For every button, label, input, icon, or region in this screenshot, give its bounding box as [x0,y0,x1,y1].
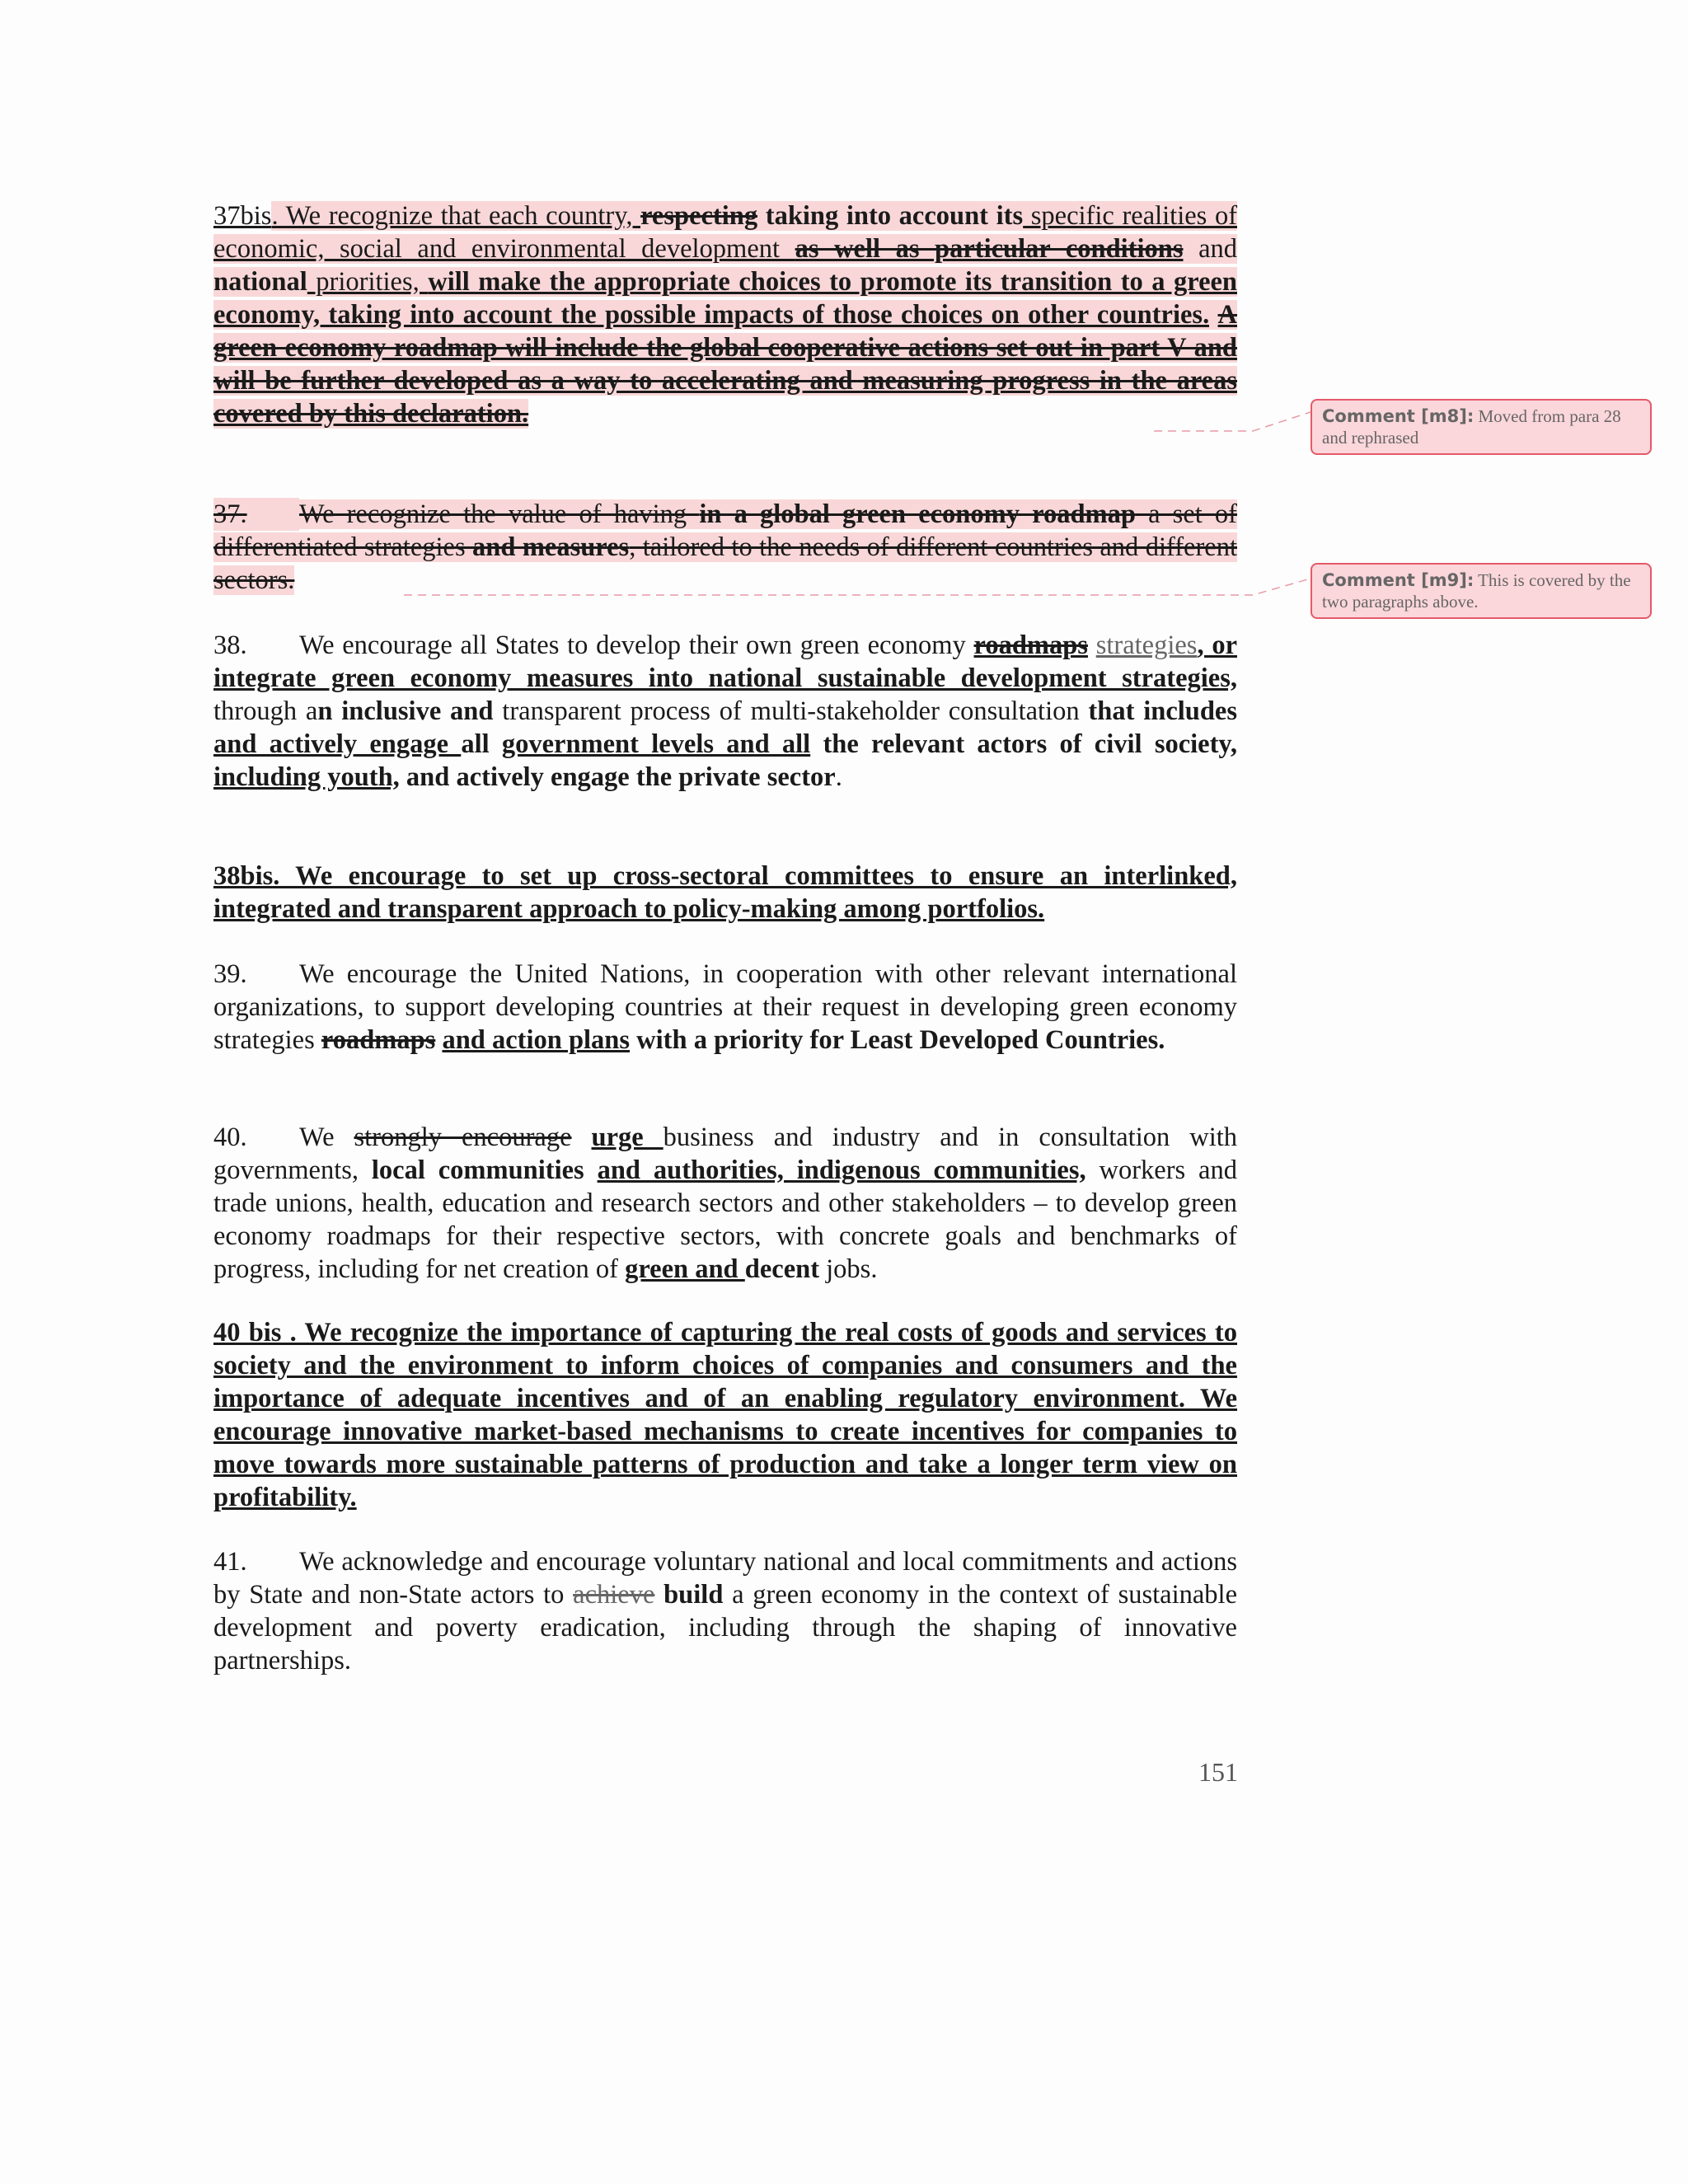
text-run: We [299,1122,354,1152]
text-run: a green economy in the context of sustainable development and poverty eradication, including through the shaping of innovative partnerships. [213,1580,1237,1675]
inserted-text: , or integrate green economy measures into national sustainable development strategies, [213,630,1237,693]
comment-m9[interactable] [1311,563,1652,619]
comment-label: Comment [m9]: [1322,570,1475,590]
deleted-text: as well as particular conditions [795,234,1184,264]
text-run: and [1183,234,1237,264]
paragraph-37 [213,498,1237,597]
inserted-text: green and [625,1254,745,1284]
comment-label: Comment [m8]: [1322,406,1475,426]
inserted-text: local communities [371,1155,584,1185]
text-run: business and industry and in consultation with governments, [213,1122,1238,1185]
inserted-text: n inclusive and [317,696,494,726]
text-run [1088,630,1096,660]
deleted-text: a set of differentiated strategies [213,499,1237,562]
paragraph-37bis [213,199,1237,430]
text-run: specific realities of economic, social and environmental development [213,201,1238,264]
paragraph-41 [213,1545,1237,1677]
inserted-text: , including youth, [213,729,1237,792]
deleted-text: strongly encourage [354,1122,572,1152]
text-run [490,729,502,759]
paragraph-40 [213,1121,1237,1286]
deleted-text: A green economy roadmap will include the global cooperative actions set out in part V and will be further developed as a way to accelerating and measuring progress in the areas covered by this declaration. [213,300,1238,429]
text-run: through a [213,696,318,726]
text-run: jobs. [819,1254,878,1284]
inserted-text: the relevant actors of civil society [823,729,1231,759]
inserted-text: with a priority for Least Developed Countries. [630,1025,1165,1055]
comment-text: Moved from para 28 and rephrased [1322,406,1621,448]
text-run: workers and trade unions, health, education and research sectors and other stakeholders – to develop green economy roadmaps for their respective sectors, with concrete goals and benchmarks of progress, including for net creation of [213,1155,1237,1284]
text-run: . [835,762,842,792]
text-run [1209,300,1217,330]
inserted-text: all [461,729,490,759]
text-run: priorities, [307,267,429,297]
text-run [572,1122,592,1152]
para-number: 38. [213,630,247,660]
deleted-text: and measures [472,532,630,562]
paragraph-40bis: 40 bis . We recognize the importance of capturing the real costs of goods and services to society and the environment to inform choices of companies and consumers and the importance of adequate incentives and of an enabling regulatory environment. We encourage innovative market-based mechanisms to create incentives for companies to move towards more sustainable patterns of production and take a longer term view on profitability. [213,1318,1237,1512]
text-run: We acknowledge and encourage voluntary national and local commitments and actions by State and non-State actors to [213,1547,1237,1610]
deleted-text: roadmaps [973,630,1088,660]
text-run [654,1580,663,1610]
text-run: . We recognize that each country, [271,201,641,231]
text-run [757,201,766,231]
inserted-text: government levels and all [501,729,811,759]
inserted-text: and actively engage the private sector [399,762,836,792]
para-number: 37. [213,498,299,531]
inserted-text: taking into account its [765,201,1024,231]
paragraph-38 [213,629,1237,794]
deleted-text: roadmaps [321,1025,436,1055]
text-run [810,729,823,759]
text-run: We encourage all States to develop their own green economy [299,630,974,660]
inserted-text: national [213,267,307,297]
inserted-text: will make the appropriate choices to promote its transition to a green economy, taking into account the possible impacts of those choices on other countries. [213,267,1237,330]
deleted-text: respecting [640,201,758,231]
moved-text: strategies [1095,630,1198,660]
inserted-text: and actively engage [213,729,462,759]
text-run: We encourage the United Nations, in cooperation with other relevant international organizations, to support developing countries at their request in developing green economy strategies [213,959,1237,1055]
inserted-text: decent [744,1254,820,1284]
deleted-text: in a global green economy roadmap [699,499,1136,529]
inserted-text: that includes [1088,696,1237,726]
comment-m8[interactable] [1311,399,1652,455]
deleted-text: , tailored to the needs of different countries and different sectors. [213,532,1238,595]
comment-text: This is covered by the two paragraphs above. [1322,570,1631,612]
page-number: 151 [1198,1757,1238,1787]
inserted-text: and action plans [442,1025,631,1055]
paragraph-38bis: 38bis. We encourage to set up cross-sectoral committees to ensure an interlinked, integrated and transparent approach to policy-making among portfolios. [213,861,1237,924]
inserted-text: urge [591,1122,663,1152]
para-number: 41. [213,1547,247,1577]
deleted-text: achieve [573,1580,655,1610]
para-number: 37bis [213,201,272,231]
text-run: transparent process of multi-stakeholder consultation [493,696,1089,726]
paragraph-39 [213,958,1237,1057]
inserted-text: build [663,1580,724,1610]
inserted-text: and authorities, indigenous communities, [597,1155,1086,1185]
para-number: 40. [213,1122,247,1152]
text-run [584,1155,598,1185]
para-number: 39. [213,959,247,989]
deleted-text: We recognize the value of having [299,499,700,529]
